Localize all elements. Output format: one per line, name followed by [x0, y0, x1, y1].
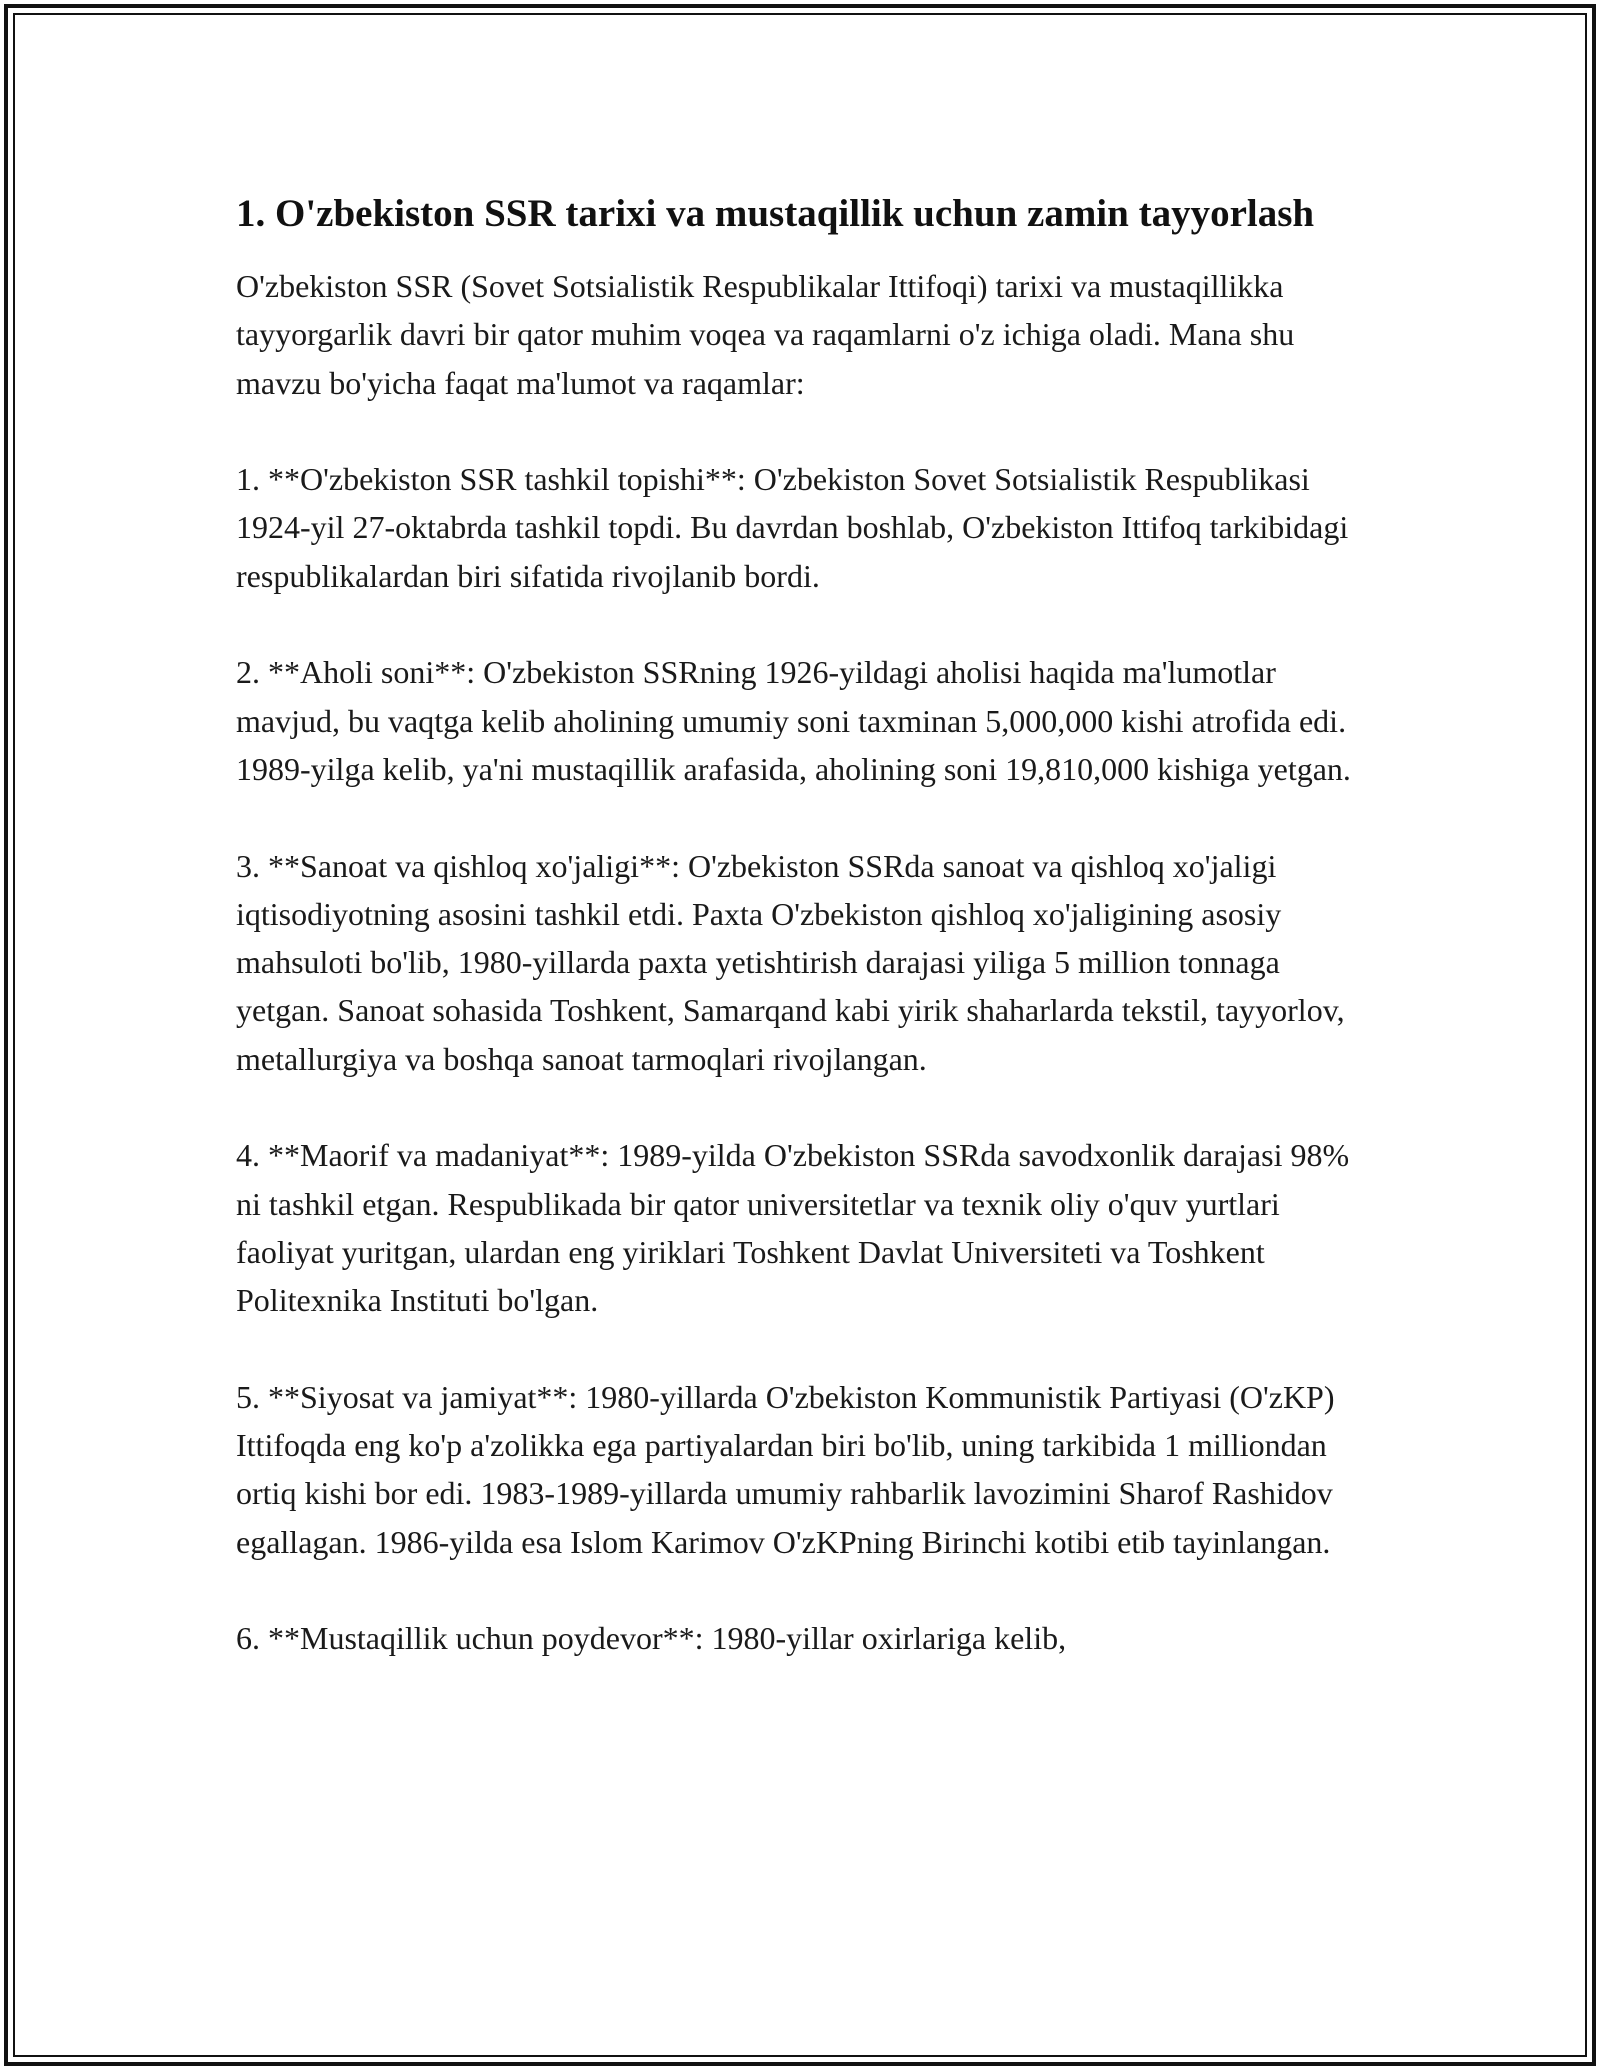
list-item-1: 1. **O'zbekiston SSR tashkil topishi**: O'zbekiston Sovet Sotsialistik Respublikasi 1924-yil 27-oktabrda tashkil topdi. Bu davrdan boshlab, O'zbekiston Ittifoq tarkibidagi respublikalardan biri sifatida rivojlanib bordi. — [236, 461, 1349, 594]
document-body — [236, 186, 1371, 1663]
list-item-6: 6. **Mustaqillik uchun poydevor**: 1980-yillar oxirlariga kelib, — [236, 1620, 1067, 1657]
list-item-3: 3. **Sanoat va qishloq xo'jaligi**: O'zbekiston SSRda sanoat va qishloq xo'jaligi iqtisodiyotning asosini tashkil etdi. Paxta O'zbekiston qishloq xo'jaligining asosiy mahsuloti bo'lib, 1980-yillarda paxta yetishtirish darajasi yiliga 5 million tonnaga yetgan. Sanoat sohasida Toshkent, Samarqand kabi yirik shaharlarda tekstil, tayyorlov, metallurgiya va boshqa sanoat tarmoqlari rivojlangan. — [236, 847, 1345, 1077]
list-item-5: 5. **Siyosat va jamiyat**: 1980-yillarda O'zbekiston Kommunistik Partiyasi (O'zKP) Ittifoqda eng ko'p a'zolikka ega partiyalardan biri bo'lib, uning tarkibida 1 milliondan ortiq kishi bor edi. 1983-1989-yillarda umumiy rahbarlik lavozimini Sharof Rashidov egallagan. 1986-yilda esa Islom Karimov O'zKPning Birinchi kotibi etib tayinlangan. — [236, 1378, 1335, 1560]
list-item-2: 2. **Aholi soni**: O'zbekiston SSRning 1926-yildagi aholisi haqida ma'lumotlar mavjud, bu vaqtga kelib aholining umumiy soni taxminan 5,000,000 kishi atrofida edi. 1989-yilga kelib, ya'ni mustaqillik arafasida, aholining soni 19,810,000 kishiga yetgan. — [236, 654, 1351, 787]
intro-paragraph: O'zbekiston SSR (Sovet Sotsialistik Respublikalar Ittifoqi) tarixi va mustaqillikka tayyorgarlik davri bir qator muhim voqea va raqamlarni o'z ichiga oladi. Mana shu mavzu bo'yicha faqat ma'lumot va raqamlar: — [236, 268, 1295, 401]
document-title: 1. O'zbekiston SSR tarixi va mustaqillik uchun zamin tayyorlash — [236, 192, 1315, 235]
list-item-4: 4. **Maorif va madaniyat**: 1989-yilda O'zbekiston SSRda savodxonlik darajasi 98% ni tashkil etgan. Respublikada bir qator universitetlar va texnik oliy o'quv yurtlari faoliyat yuritgan, ulardan eng yiriklari Toshkent Davlat Universiteti va Toshkent Politexnika Instituti bo'lgan. — [236, 1137, 1350, 1319]
